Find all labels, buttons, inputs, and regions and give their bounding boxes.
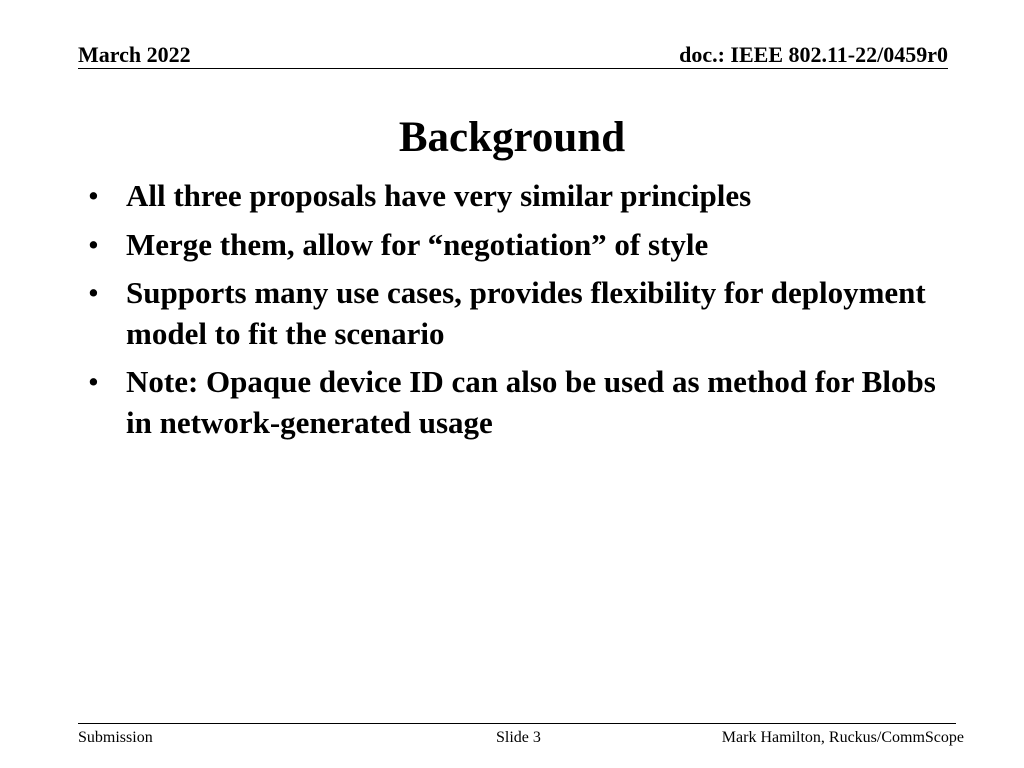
header-divider xyxy=(78,68,948,69)
bullet-list xyxy=(88,176,958,451)
bullet-item-1 xyxy=(88,176,958,217)
bullet-item-2 xyxy=(88,225,958,266)
slide-title: Background xyxy=(398,114,626,161)
bullet-icon: • xyxy=(88,226,99,262)
bullet-text-4: Note: Opaque device ID can also be used as method for Blobs in network-generated usage xyxy=(126,364,936,440)
bullet-text-2: Merge them, allow for “negotiation” of style xyxy=(126,226,709,262)
bullet-text-3: Supports many use cases, provides flexibility for deployment model to fit the scenario xyxy=(126,275,926,351)
bullet-text-1: All three proposals have very similar principles xyxy=(126,178,752,213)
footer-submission: Submission xyxy=(78,729,153,746)
footer-slide-number: Slide 3 xyxy=(496,729,541,746)
header-date: March 2022 xyxy=(78,42,191,67)
bullet-icon: • xyxy=(88,275,99,310)
footer-author: Mark Hamilton, Ruckus/CommScope xyxy=(721,729,964,746)
bullet-icon: • xyxy=(88,364,99,399)
footer-divider xyxy=(78,723,956,724)
header-doc-id: doc.: IEEE 802.11-22/0459r0 xyxy=(679,42,948,67)
bullet-item-3 xyxy=(88,273,958,354)
bullet-item-4 xyxy=(88,362,958,443)
bullet-icon: • xyxy=(88,178,99,213)
